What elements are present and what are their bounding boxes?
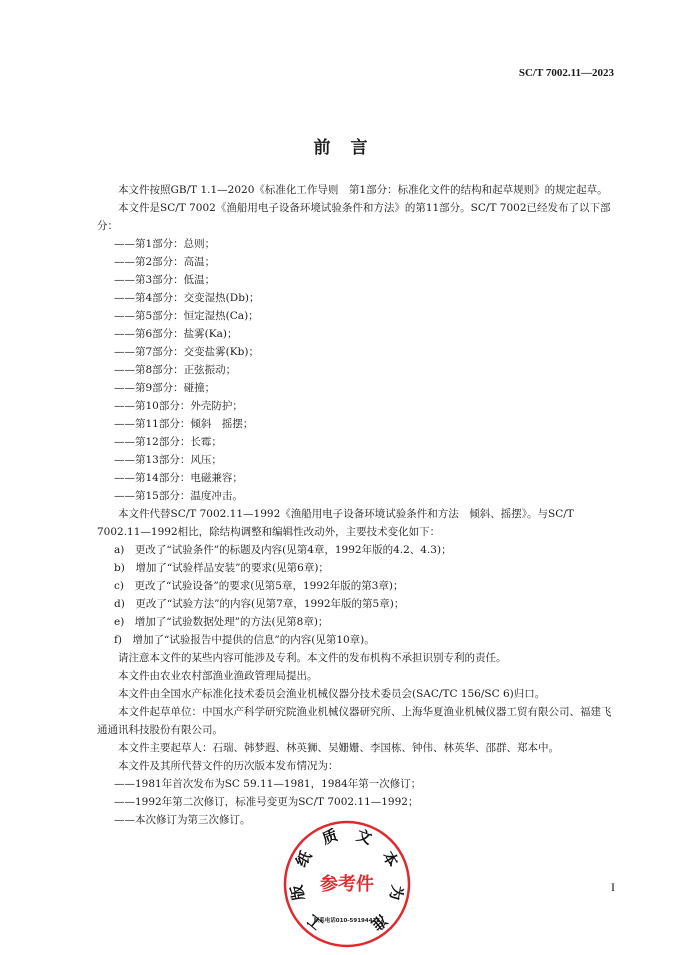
parts-list	[97, 235, 617, 505]
list-item: ——第12部分：长霉；	[114, 436, 222, 448]
reference-stamp	[281, 818, 413, 950]
stamp-ring-char: 本	[378, 847, 402, 871]
paragraph: 本文件是SC/T 7002《渔船用电子设备环境试验条件和方法》的第11部分。SC/T 7002已经发布了以下部分：	[97, 202, 611, 232]
stamp-ring-char: 质	[319, 825, 341, 849]
list-item: ——第2部分：高温；	[114, 256, 216, 268]
list-item: ——1981年首次发布为SC 59.11—1981，1984年第一次修订；	[114, 778, 422, 790]
changes-list	[97, 541, 617, 649]
stamp-ring-char: 准	[367, 910, 391, 935]
paragraph: 本文件及其所代替文件的历次版本发布情况为：	[118, 760, 339, 772]
list-item: ——第3部分：低温；	[114, 274, 216, 286]
list-item: a) 更改了“试验条件”的标题及内容(见第4章，1992年版的4.2、4.3)；	[114, 544, 452, 556]
list-item: ——第13部分：风压；	[114, 454, 222, 466]
list-item: ——第14部分：电磁兼容；	[114, 472, 243, 484]
list-item: ——本次修订为第三次修订。	[114, 814, 251, 826]
list-item: ——第4部分：交变湿热(Db)；	[114, 292, 260, 304]
list-item: ——第5部分：恒定湿热(Ca)；	[114, 310, 259, 322]
document-code: SC/T 7002.11—2023	[518, 67, 614, 79]
list-item: ——第11部分：倾斜 摇摆；	[114, 418, 254, 430]
paragraph: 本文件主要起草人：石瑞、韩梦遐、林英狮、吴姗姗、李国栋、钟伟、林英华、邵群、郑本中。	[118, 742, 559, 754]
paragraph: 本文件由全国水产标准化技术委员会渔业机械仪器分技术委员会(SAC/TC 156/SC 6)归口。	[118, 688, 546, 700]
stamp-ring-char: 版	[287, 883, 308, 902]
paragraph: 本文件代替SC/T 7002.11—1992《渔船用电子设备环境试验条件和方法 倾斜、摇摆》。与SC/T 7002.11—1992相比，除结构调整和编辑性改动外，主要技术变化如下：	[97, 508, 574, 538]
list-item: ——第10部分：外壳防护；	[114, 400, 243, 412]
paragraph: 本文件按照GB/T 1.1—2020《标准化工作导则 第1部分：标准化文件的结构和起草规则》的规定起草。	[118, 184, 608, 196]
page-title: 前言	[313, 138, 388, 158]
list-item: ——第8部分：正弦振动；	[114, 364, 237, 376]
list-item: ——第15部分：温度冲击。	[114, 490, 243, 502]
list-item: b) 增加了“试验样品安装”的要求(见第6章)；	[114, 562, 329, 574]
paragraph: 请注意本文件的某些内容可能涉及专利。本文件的发布机构不承担识别专利的责任。	[118, 652, 507, 664]
list-item: ——第1部分：总则；	[114, 238, 216, 250]
stamp-ring-char: 文	[353, 825, 375, 849]
list-item: ——第6部分：盐雾(Ka)；	[114, 328, 238, 340]
list-item: ——第7部分：交变盐雾(Kb)；	[114, 346, 259, 358]
paragraph: 本文件由农业农村部渔业渔政管理局提出。	[118, 670, 318, 682]
paragraph: 本文件起草单位：中国水产科学研究院渔业机械仪器研究所、上海华夏渔业机械仪器工贸有限公司、福建飞通通讯科技股份有限公司。	[97, 706, 612, 736]
list-item: e) 增加了“试验数据处理”的方法(见第8章)；	[114, 616, 329, 628]
list-item: c) 更改了“试验设备”的要求(见第5章，1992年版的第3章)；	[114, 580, 404, 592]
document-body	[97, 181, 617, 829]
list-item: ——1992年第二次修订，标准号变更为SC/T 7002.11—1992；	[114, 796, 419, 808]
list-item: f) 增加了“试验报告中提供的信息”的内容(见第10章)。	[114, 634, 375, 646]
stamp-ring-char: 为	[386, 883, 407, 902]
stamp-phone-text: 联系电话010-59194426	[313, 918, 381, 924]
stamp-ring-char: 纸	[292, 847, 316, 871]
list-item: ——第9部分：碰撞；	[114, 382, 216, 394]
list-item: d) 更改了“试验方法”的内容(见第7章，1992年版的第5章)；	[114, 598, 405, 610]
page-number: I	[611, 880, 615, 894]
stamp-center-text: 参考件	[320, 874, 374, 895]
stamp-ring-char: 工	[303, 910, 327, 935]
